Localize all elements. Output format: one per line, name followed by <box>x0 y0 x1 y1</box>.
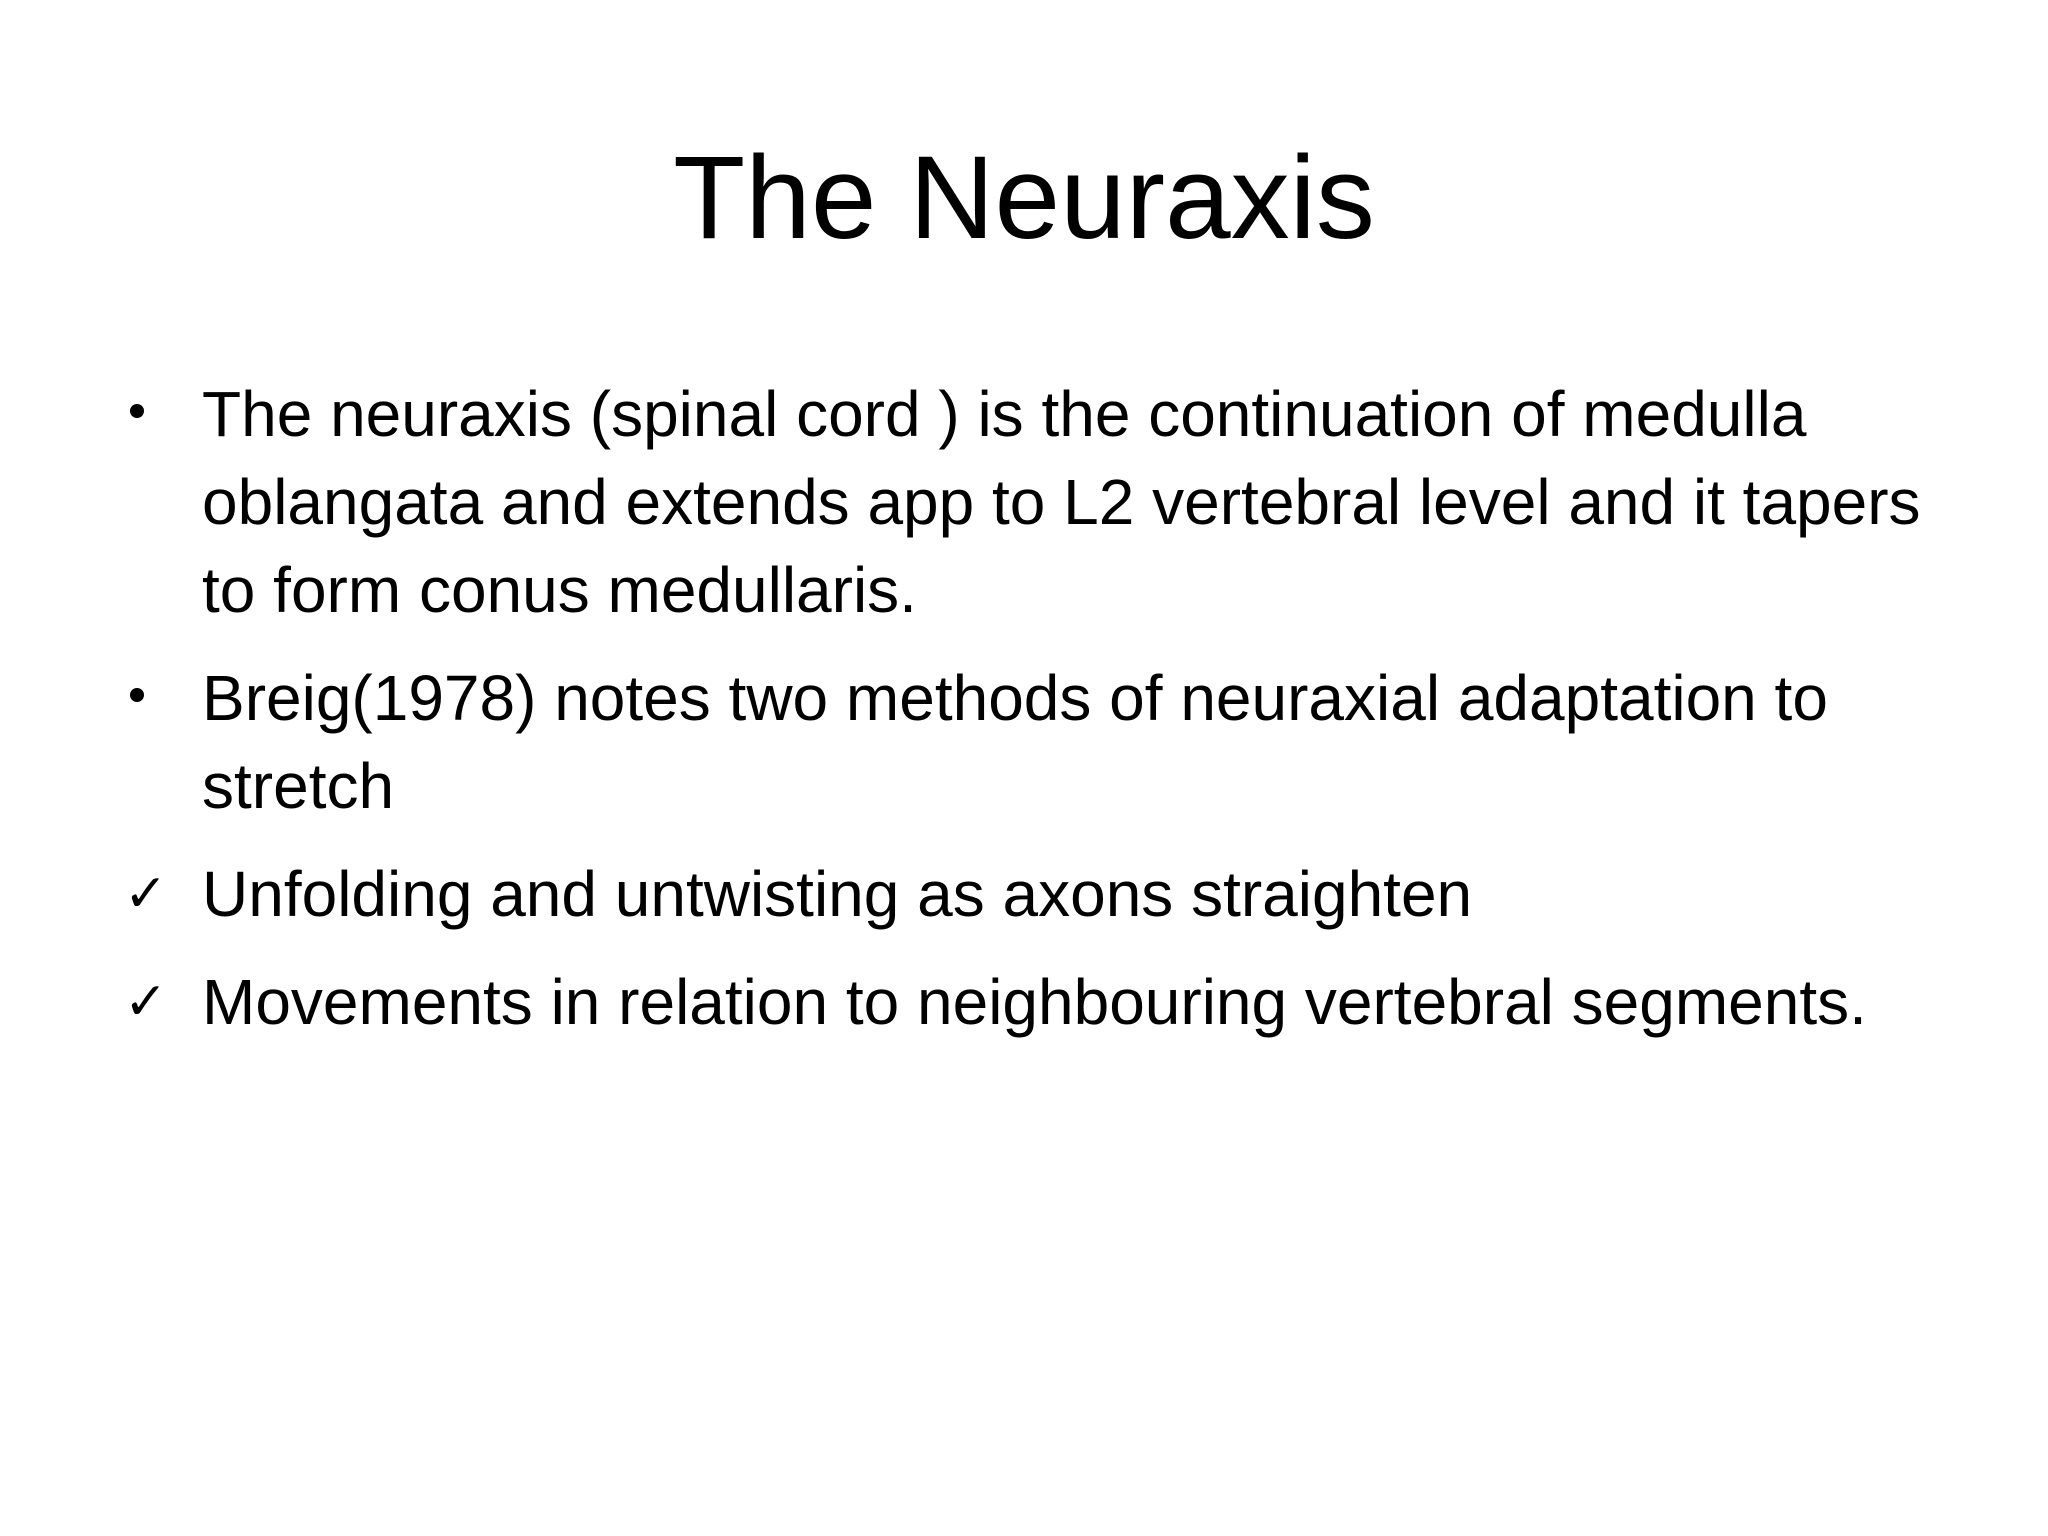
bullet-marker <box>120 370 180 458</box>
check-marker <box>120 850 180 938</box>
check-mark-icon: ✓ <box>124 864 168 924</box>
check-item-text: Unfolding and untwisting as axons straighten <box>202 858 1473 930</box>
slide-title: The Neuraxis <box>673 132 1375 264</box>
slide-content <box>120 370 1940 1066</box>
bullet-item-text: Breig(1978) notes two methods of neuraxial adaptation to stretch <box>202 662 1828 822</box>
bullet-marker <box>120 654 180 742</box>
check-mark-icon: ✓ <box>124 972 168 1032</box>
check-item-text: Movements in relation to neighbouring vertebral segments. <box>202 966 1867 1038</box>
bullet-dot-icon <box>130 688 144 702</box>
bullet-item <box>120 654 1940 830</box>
check-item <box>120 958 1940 1046</box>
bullet-item <box>120 370 1940 634</box>
bullet-item-text: The neuraxis (spinal cord ) is the continuation of medulla oblangata and extends app to L2 vertebral level and it tapers to form conus medullaris. <box>202 378 1921 626</box>
check-item <box>120 850 1940 938</box>
bullet-dot-icon <box>130 404 144 418</box>
check-marker <box>120 958 180 1046</box>
